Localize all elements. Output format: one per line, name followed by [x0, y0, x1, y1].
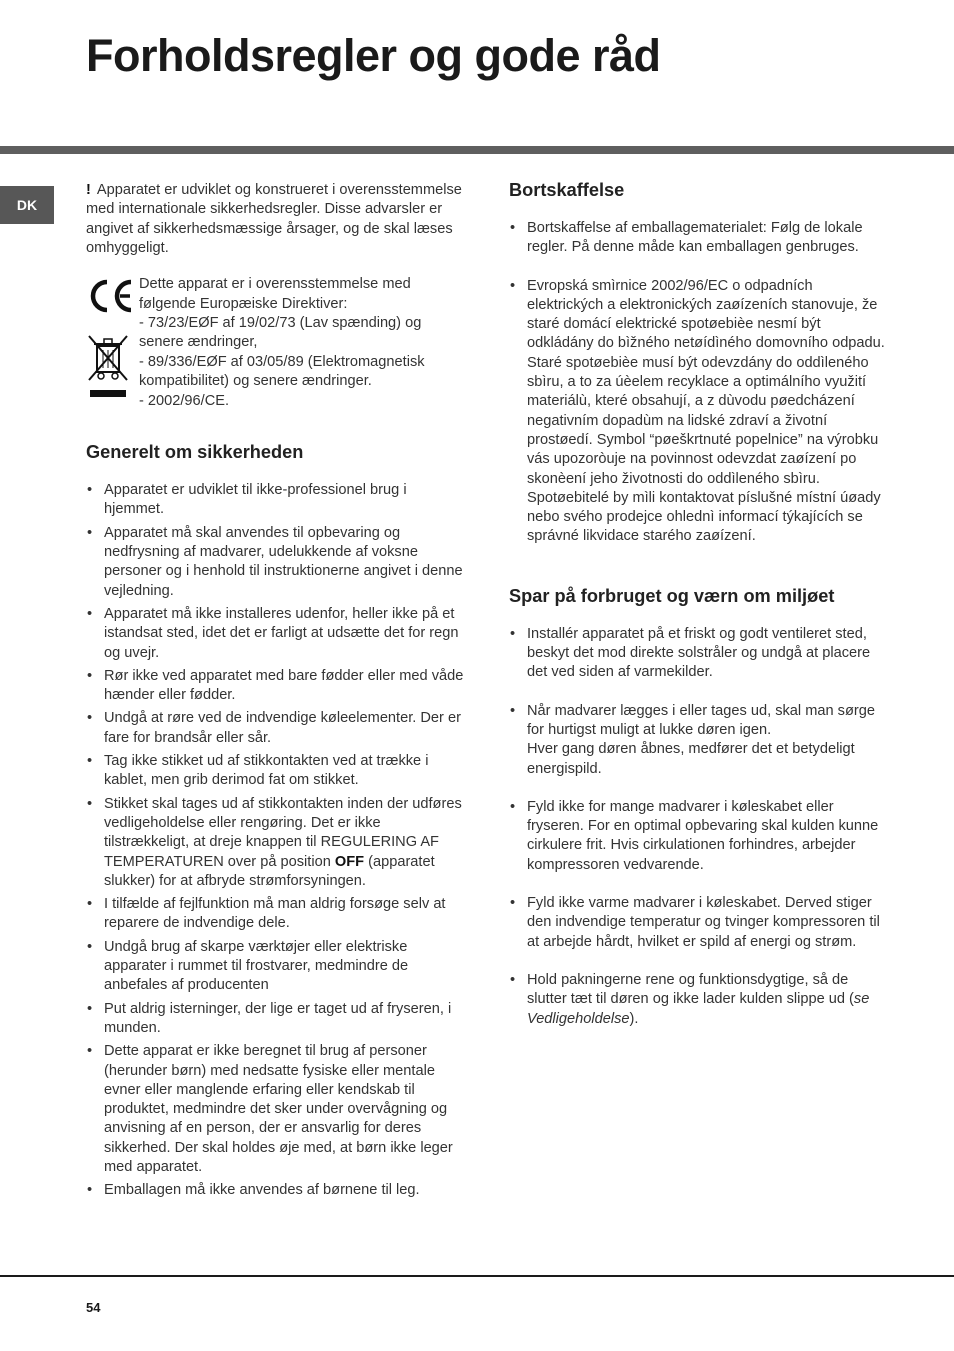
- list-item: • Emballagen må ikke anvendes af børnene til leg.: [86, 1181, 464, 1200]
- directive-weee: - 2002/96/CE.: [139, 392, 230, 409]
- page-title: Forholdsregler og gode råd: [86, 30, 661, 81]
- door-energy-text: Hver gang døren åbnes, medfører det et betydeligt energispild.: [527, 741, 855, 777]
- disposal-heading: Bortskaffelse: [509, 180, 625, 200]
- unplug-text-start: Stikket skal tages ud af stikkontakten inden der udføres vedligeholdelse eller rengøring. Det er ikke tilstrækkeligt, at dreje knappen til REGULERING AF TEMPERATUREN over på position: [104, 795, 462, 870]
- list-item: • Fyld ikke varme madvarer i køleskabet. Derved stiger den indvendige temperatur og tvinger kompressoren til at arbejde hårdt, hvilket er spild af energi og strøm.: [509, 894, 889, 952]
- energy-list: [509, 625, 889, 1029]
- list-item: • Tag ikke stikket ud af stikkontakten ved at trække i kablet, men grib derimod fat om stikket.: [86, 752, 464, 791]
- list-item: • Dette apparat er ikke beregnet til brug af personer (herunder børn) med nedsatte fysiske eller mentale evner eller manglende erfaring eller kendskab til produktet, medmindre det sker under overvågning og anvisning af en person, der er ansvarlig for deres sikkerhed. Der skal holdes øje med, at børn ikke leger med apparatet.: [86, 1042, 464, 1177]
- header-divider: [0, 146, 954, 154]
- weee-contact-text: Spotøebitelé by mìli kontaktovat píslušné místní úøady nebo svého prodejce ohlednì informací týkajících se správné likvidace starého zaøízení.: [527, 489, 881, 545]
- intro-text: Apparatet er udviklet og konstrueret i overensstemmelse med internationale sikkerhedsregler. Disse advarsler er angivet af sikkerhedsmæssige årsager, og de skal læses omhyggeligt.: [86, 182, 462, 256]
- list-item-unplug: [86, 795, 464, 891]
- left-column: [86, 181, 464, 1201]
- list-item: • Undgå at røre ved de indvendige køleelementer. Der er fare for brandsår eller sår.: [86, 709, 464, 748]
- warning-icon: !: [86, 182, 91, 198]
- door-text: Når madvarer lægges i eller tages ud, skal man sørge for hurtigst muligt at lukke døren igen.: [527, 702, 875, 738]
- list-item: • Apparatet er udviklet til ikke-professionel brug i hjemmet.: [86, 481, 464, 520]
- list-item: • Apparatet må ikke installeres udenfor, heller ikke på et istandsat sted, idet det er farligt at udsætte det for regn og uvejr.: [86, 605, 464, 663]
- weee-text: Evropská smìrnice 2002/96/EC o odpadních elektrických a elektronických zaøízeních stanovuje, že staré domácí elektrické spotøebièe nesmí být odkládány do bìžného netøídìného domovního odpadu. Staré spotøebièe musí být odevzdány do oddìleného sbìru, a to za úèelem recyklace a optimálního využití materiálù, které obsahují, a z dùvodu pøedcházení negativním dopadùm na lidské zdraví a životní prostøedí. Symbol “pøeškrtnuté popelnice” na výrobku vás upozoròuje na povinnost odevzdat zaøízení po skonèení jeho životnosti do oddìleného sbìru.: [527, 277, 885, 487]
- language-tab: DK: [0, 186, 54, 224]
- unplug-text-end: (apparatet slukker) for at afbryde strømforsyningen.: [104, 853, 435, 889]
- gasket-text-end: ).: [629, 1010, 639, 1027]
- list-item: • Installér apparatet på et friskt og godt ventileret sted, beskyt det mod direkte solstråler og undgå at placere det ved siden af varmekilder.: [509, 625, 889, 683]
- gasket-text: Hold pakningerne rene og funktionsdygtige, så de slutter tæt til døren og ikke lader kulden slippe ud (: [527, 971, 854, 1008]
- list-item: [509, 971, 889, 1029]
- list-item: • I tilfælde af fejlfunktion må man aldrig forsøge selv at reparere de indvendige dele.: [86, 895, 464, 934]
- list-item: • Rør ikke ved apparatet med bare fødder eller med våde hænder eller fødder.: [86, 667, 464, 706]
- compliance-block: [86, 278, 464, 410]
- directives-text: [139, 275, 469, 411]
- list-item: • Undgå brug af skarpe værktøjer eller elektriske apparater i rummet til frostvarer, medmindre de anbefales af producenten: [86, 938, 464, 996]
- directives-intro: Dette apparat er i overensstemmelse med følgende Europæiske Direktiver:: [139, 276, 411, 312]
- page-number: 54: [86, 1300, 101, 1315]
- safety-heading: Generelt om sikkerheden: [86, 442, 304, 463]
- safety-list: [86, 481, 464, 1200]
- footer-divider: [0, 1275, 954, 1277]
- energy-heading: Spar på forbruget og værn om miljøet: [509, 585, 835, 606]
- ce-mark-icon: [86, 278, 134, 314]
- disposal-list: [509, 219, 889, 547]
- crossed-bin-icon: [86, 333, 130, 383]
- off-position-label: OFF: [334, 853, 365, 870]
- list-item-packaging: • Bortskaffelse af emballagematerialet: Følg de lokale regler. På denne måde kan emballagen genbruges.: [509, 219, 889, 258]
- weee-bar: [90, 390, 126, 397]
- intro-warning: [86, 181, 464, 258]
- list-item-weee: [509, 277, 889, 547]
- directive-emc: - 89/336/EØF af 03/05/89 (Elektromagnetisk kompatibilitet) og senere ændringer.: [139, 353, 425, 390]
- directive-low-voltage: - 73/23/EØF af 19/02/73 (Lav spænding) og senere ændringer,: [139, 315, 422, 351]
- list-item: • Put aldrig isterninger, der lige er taget ud af fryseren, i munden.: [86, 1000, 464, 1039]
- list-item: [509, 702, 889, 779]
- maintenance-reference: se Vedligeholdelse: [527, 991, 870, 1027]
- right-column: [509, 178, 889, 1029]
- list-item: • Apparatet må skal anvendes til opbevaring og nedfrysning af madvarer, udelukkende af voksne personer og i henhold til instruktionerne angivet i denne vejledning.: [86, 524, 464, 601]
- list-item: • Fyld ikke for mange madvarer i køleskabet eller fryseren. For en optimal opbevaring skal kulden kunne cirkulere frit. Hvis cirkulationen forhindres, arbejder kompressoren vedvarende.: [509, 798, 889, 875]
